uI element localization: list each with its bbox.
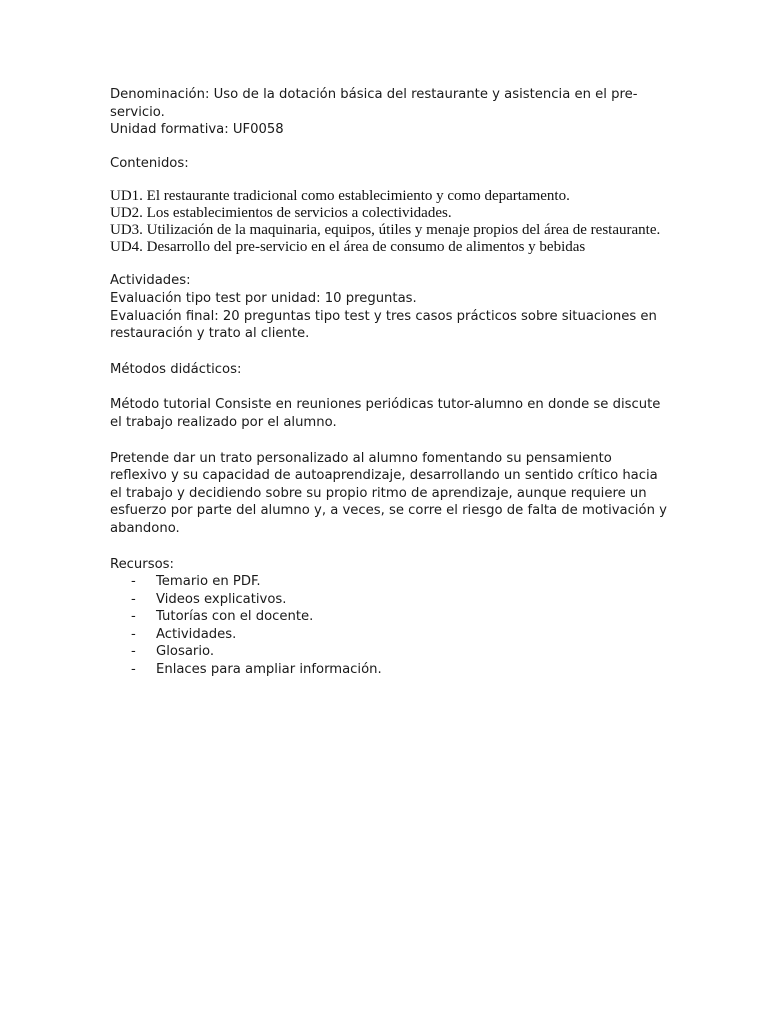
actividades-heading: Actividades: (110, 273, 191, 289)
recursos-item-label: Enlaces para ampliar información. (156, 662, 382, 678)
bullet-dash: - (131, 574, 136, 590)
metodos-paragraph: Pretende dar un trato personalizado al alumno fomentando su pensamiento reflexivo y su capacidad de autoaprendizaje, desarrollando un sentido crítico hacia el trabajo y decidiendo sobre su propio ritmo de aprendizaje, aunque requiere un esfuerzo por parte del alumno y, a veces, se corre el riesgo de falta de motivación y abandono. (110, 450, 667, 536)
recursos-item-label: Temario en PDF. (156, 574, 261, 590)
actividades-line: Evaluación tipo test por unidad: 10 preguntas. (110, 290, 417, 306)
contenidos-item: UD1. El restaurante tradicional como establecimiento y como departamento. (110, 188, 570, 205)
recursos-item (110, 661, 670, 679)
metodos-heading: Métodos didácticos: (110, 361, 242, 377)
recursos-item-label: Tutorías con el docente. (156, 609, 314, 625)
recursos-item (110, 643, 670, 661)
recursos-list (110, 573, 670, 679)
recursos-item-label: Glosario. (156, 644, 215, 660)
document-body (110, 86, 670, 679)
contenidos-item: UD4. Desarrollo del pre-servicio en el área de consumo de alimentos y bebidas (110, 239, 586, 256)
contenidos-list (110, 188, 670, 256)
recursos-item (110, 573, 670, 591)
contenidos-heading: Contenidos: (110, 155, 189, 171)
bullet-dash: - (131, 609, 136, 625)
bullet-dash: - (131, 626, 136, 642)
bullet-dash: - (131, 644, 136, 660)
unidad-formativa-line: Unidad formativa: UF0058 (110, 122, 284, 138)
recursos-item (110, 626, 670, 644)
recursos-item-label: Actividades. (156, 626, 237, 642)
actividades-line: Evaluación final: 20 preguntas tipo test y tres casos prácticos sobre situaciones en restauración y trato al cliente. (110, 308, 657, 342)
recursos-item (110, 608, 670, 626)
recursos-item-label: Videos explicativos. (156, 591, 287, 607)
denominacion-line: Denominación: Uso de la dotación básica del restaurante y asistencia en el pre-servicio. (110, 87, 638, 120)
recursos-item (110, 591, 670, 609)
contenidos-item: UD2. Los establecimientos de servicios a colectividades. (110, 205, 452, 222)
bullet-dash: - (131, 662, 136, 678)
bullet-dash: - (131, 591, 136, 607)
metodos-paragraph: Método tutorial Consiste en reuniones periódicas tutor-alumno en donde se discute el trabajo realizado por el alumno. (110, 397, 661, 430)
recursos-heading: Recursos: (110, 556, 174, 572)
contenidos-item: UD3. Utilización de la maquinaria, equipos, útiles y menaje propios del área de restaurante. (110, 222, 661, 239)
